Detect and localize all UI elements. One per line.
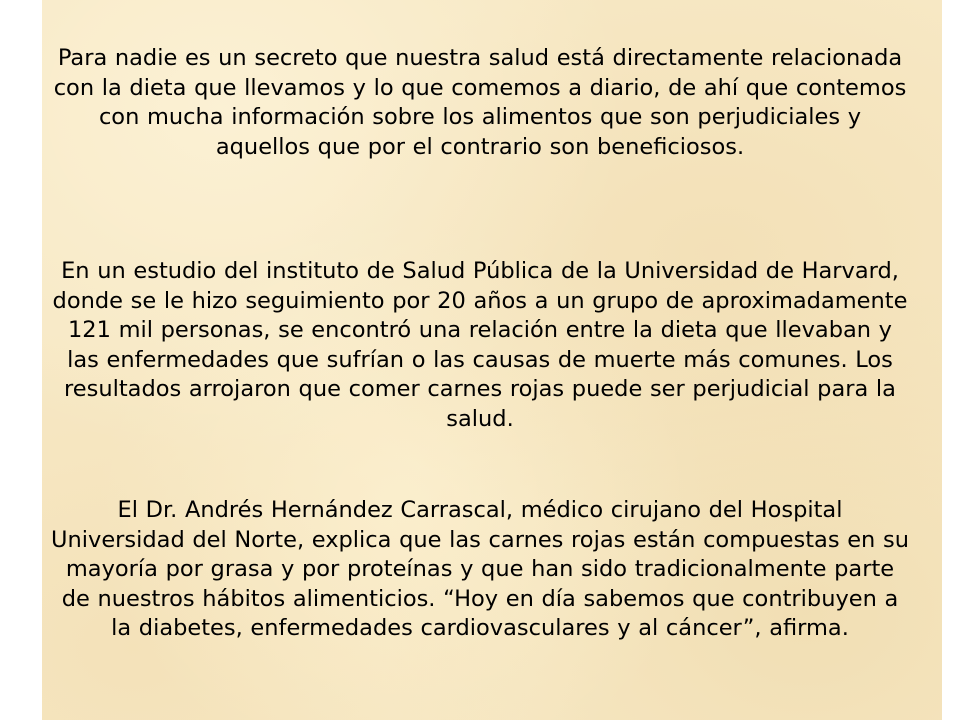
paragraph-harvard-study: En un estudio del instituto de Salud Pública de la Universidad de Harvard, donde se le hizo seguimiento por 20 años a un grupo de aproximadamente 121 mil personas, se encontró una relación entre la dieta que llevaban y las enfermedades que sufrían o las causas de muerte más comunes. Los resultados arrojaron que comer carnes rojas puede ser perjudicial para la salud. <box>52 258 908 432</box>
paragraph-doctor-quote: El Dr. Andrés Hernández Carrascal, médico cirujano del Hospital Universidad del Norte, explica que las carnes rojas están compuestas en su mayoría por grasa y por proteínas y que han sido tradicionalmente parte de nuestros hábitos alimenticios. “Hoy en día sabemos que contribuyen a la diabetes, enfermedades cardiovasculares y al cáncer”, afirma. <box>51 497 909 641</box>
paragraph-intro: Para nadie es un secreto que nuestra salud está directamente relacionada con la dieta que llevamos y lo que comemos a diario, de ahí que contemos con mucha información sobre los alimentos que son perjudiciales y aquellos que por el contrario son beneficiosos. <box>53 45 907 160</box>
